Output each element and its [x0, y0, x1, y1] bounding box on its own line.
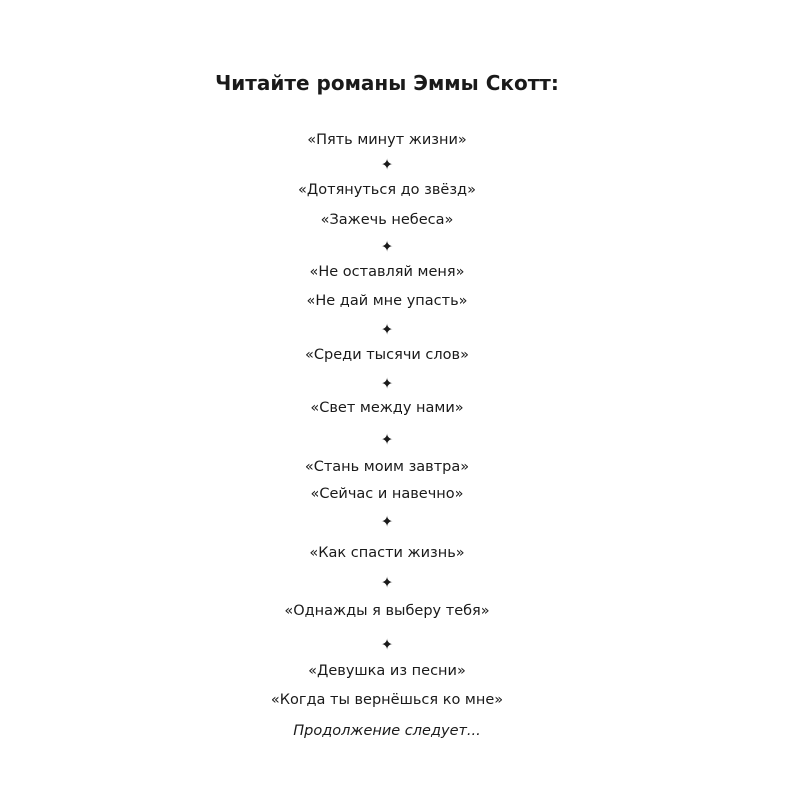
book-title: «Не дай мне упасть» — [306, 293, 468, 309]
star-separator-icon: ✦ — [380, 635, 394, 654]
book-title: «Зажечь небеса» — [320, 212, 454, 228]
to-be-continued: Продолжение следует... — [293, 723, 481, 739]
book-title: «Девушка из песни» — [308, 663, 466, 679]
star-separator-icon: ✦ — [380, 512, 394, 531]
star-separator-icon: ✦ — [380, 320, 394, 339]
book-title: «Сейчас и навечно» — [310, 486, 464, 502]
star-separator-icon: ✦ — [380, 374, 394, 393]
star-separator-icon: ✦ — [380, 430, 394, 449]
page-title: Читайте романы Эммы Скотт: — [215, 71, 559, 95]
star-separator-icon: ✦ — [380, 237, 394, 256]
book-title: «Пять минут жизни» — [307, 132, 467, 148]
book-title: «Стань моим завтра» — [304, 459, 470, 475]
book-title: «Среди тысячи слов» — [305, 347, 469, 363]
book-title: «Однажды я выберу тебя» — [284, 603, 490, 619]
book-title: «Свет между нами» — [310, 400, 464, 416]
star-separator-icon: ✦ — [380, 155, 394, 174]
book-title: «Как спасти жизнь» — [309, 545, 465, 561]
book-title: «Когда ты вернёшься ко мне» — [270, 692, 504, 708]
book-title: «Не оставляй меня» — [309, 264, 465, 280]
book-title: «Дотянуться до звёзд» — [298, 182, 476, 198]
star-separator-icon: ✦ — [380, 573, 394, 592]
